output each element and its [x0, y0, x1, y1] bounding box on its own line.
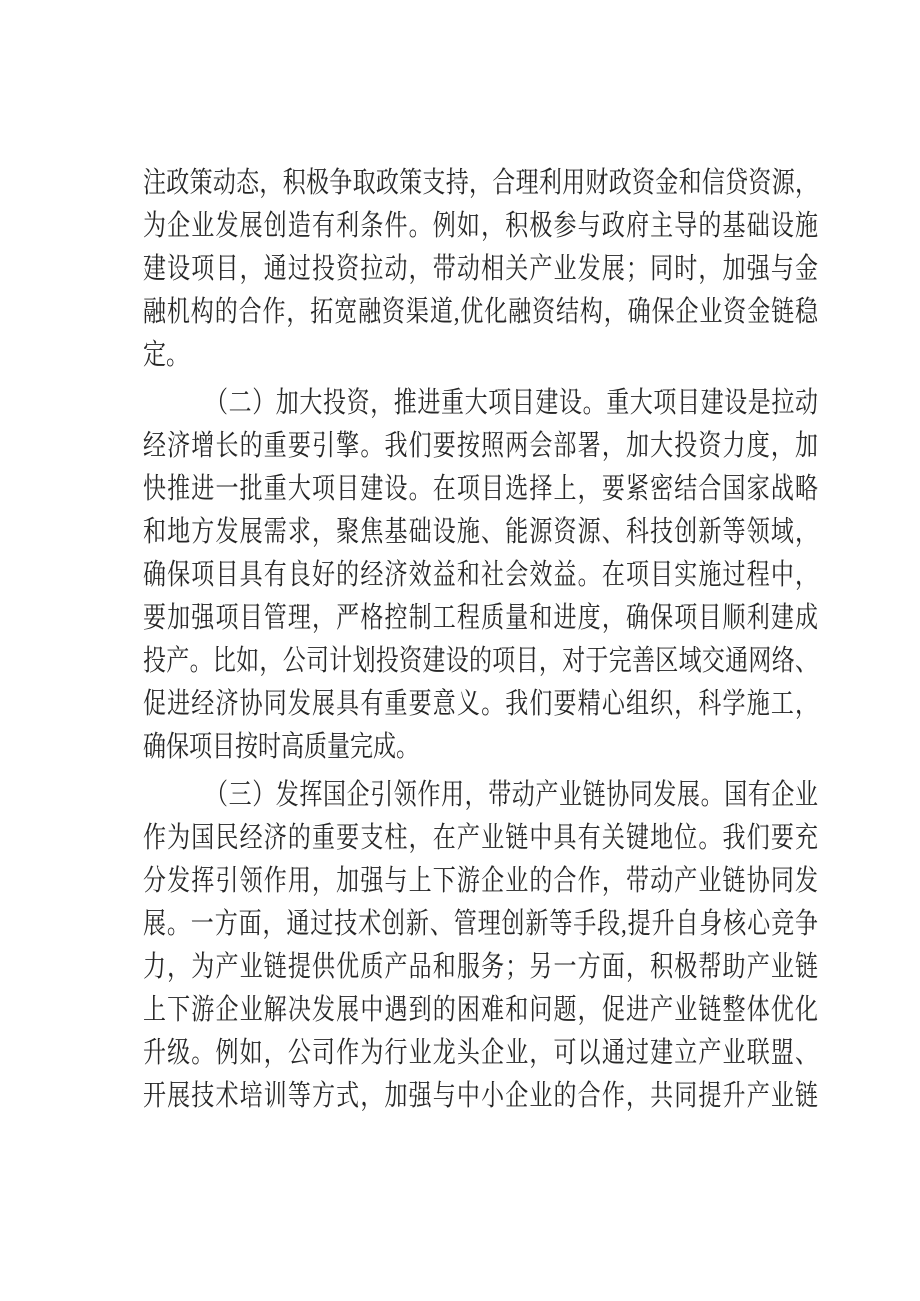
text-line: 经济增长的重要引擎。我们要按照两会部署，加大投资力度，加 [143, 429, 818, 462]
text-line: 快推进一批重大项目建设。在项目选择上，要紧密结合国家战略 [143, 472, 818, 505]
text-line: 定。 [143, 338, 189, 371]
text-line: 开展技术培训等方式，加强与中小企业的合作，共同提升产业链 [143, 1079, 818, 1112]
text-line: 要加强项目管理，严格控制工程质量和进度，确保项目顺利建成 [143, 601, 818, 634]
text-line: 和地方发展需求，聚焦基础设施、能源资源、科技创新等领域， [143, 515, 818, 548]
paragraph-2 [143, 381, 818, 768]
text-line: 确保项目按时高质量完成。 [143, 730, 419, 763]
text-line: 力，为产业链提供优质产品和服务；另一方面，积极帮助产业链 [143, 950, 818, 983]
text-line: （二）加大投资，推进重大项目建设。重大项目建设是拉动 [205, 386, 818, 419]
text-line: 确保项目具有良好的经济效益和社会效益。在项目实施过程中， [143, 558, 818, 591]
text-block [143, 161, 818, 1122]
text-line: 建设项目，通过投资拉动，带动相关产业发展；同时，加强与金 [143, 252, 818, 285]
paragraph-3 [143, 773, 818, 1117]
text-line: 作为国民经济的重要支柱，在产业链中具有关键地位。我们要充 [143, 821, 818, 854]
paragraph-1 [143, 161, 818, 376]
text-line: （三）发挥国企引领作用，带动产业链协同发展。国有企业 [205, 778, 818, 811]
text-line: 促进经济协同发展具有重要意义。我们要精心组织，科学施工， [143, 687, 818, 720]
text-line: 为企业发展创造有利条件。例如，积极参与政府主导的基础设施 [143, 209, 818, 242]
text-line: 上下游企业解决发展中遇到的困难和问题，促进产业链整体优化 [143, 993, 818, 1026]
text-line: 投产。比如，公司计划投资建设的项目，对于完善区域交通网络、 [143, 644, 818, 677]
text-line: 升级。例如，公司作为行业龙头企业，可以通过建立产业联盟、 [143, 1036, 818, 1069]
text-line: 注政策动态，积极争取政策支持，合理利用财政资金和信贷资源， [143, 166, 818, 199]
text-line: 分发挥引领作用，加强与上下游企业的合作，带动产业链协同发 [143, 864, 818, 897]
text-line: 展。一方面，通过技术创新、管理创新等手段,提升自身核心竞争 [143, 907, 818, 940]
text-line: 融机构的合作，拓宽融资渠道,优化融资结构，确保企业资金链稳 [143, 295, 818, 328]
